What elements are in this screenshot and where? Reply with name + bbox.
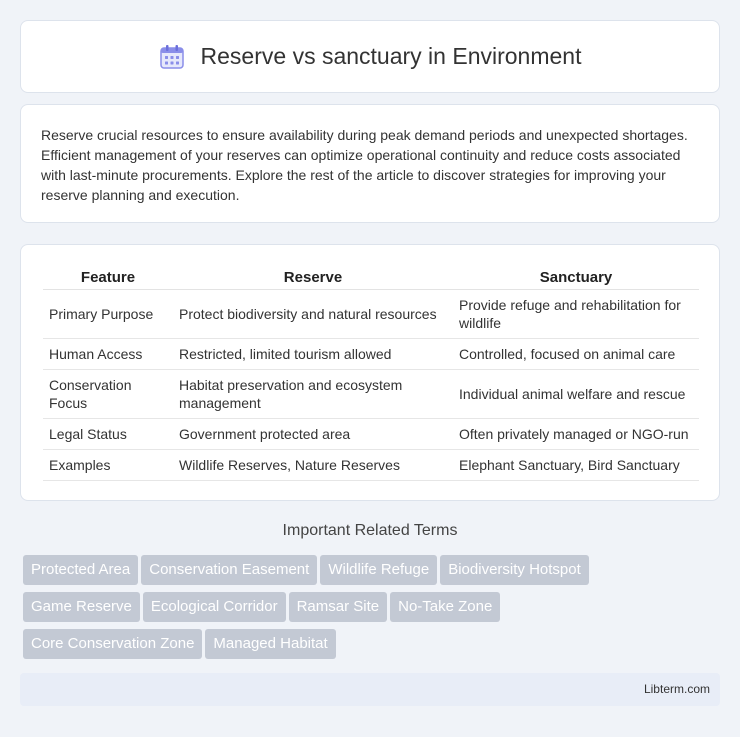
table-cell: Controlled, focused on animal care	[453, 339, 699, 370]
intro-text: Reserve crucial resources to ensure availability during peak demand periods and unexpected shortages. Efficient management of your reserves can optimize operational continuity and reduce costs associated with last-minute procurements. Explore the rest of the article to discover strategies for improving your reserve planning and execution.	[41, 127, 688, 203]
table-row	[43, 370, 699, 419]
table-cell: Government protected area	[173, 419, 453, 450]
term-tag[interactable]: Ramsar Site	[289, 592, 388, 622]
term-tag[interactable]: Conservation Easement	[141, 555, 317, 585]
table-cell: Provide refuge and rehabilitation for wildlife	[453, 290, 699, 339]
header-reserve: Reserve	[173, 265, 453, 290]
header-feature: Feature	[43, 265, 173, 290]
table-cell: Habitat preservation and ecosystem management	[173, 370, 453, 419]
page-title: Reserve vs sanctuary in Environment	[200, 43, 582, 69]
table-cell: Legal Status	[43, 419, 173, 450]
term-tag[interactable]: No-Take Zone	[390, 592, 500, 622]
table-cell: Protect biodiversity and natural resources	[173, 290, 453, 339]
table-row	[43, 339, 699, 370]
footer-link[interactable]: Libterm.com	[643, 682, 710, 696]
header-sanctuary: Sanctuary	[453, 265, 699, 290]
term-tag[interactable]: Game Reserve	[23, 592, 140, 622]
calendar-icon	[159, 44, 185, 70]
table-cell: Individual animal welfare and rescue	[453, 370, 699, 419]
term-tag[interactable]: Core Conservation Zone	[23, 629, 202, 659]
table-header-row	[43, 265, 699, 290]
term-tag[interactable]: Managed Habitat	[205, 629, 335, 659]
table-row	[43, 450, 699, 481]
related-terms-list	[23, 555, 723, 666]
table-cell: Restricted, limited tourism allowed	[173, 339, 453, 370]
table-cell: Examples	[43, 450, 173, 481]
table-cell: Wildlife Reserves, Nature Reserves	[173, 450, 453, 481]
table-cell: Human Access	[43, 339, 173, 370]
table-cell: Conservation Focus	[43, 370, 173, 419]
table-cell: Often privately managed or NGO-run	[453, 419, 699, 450]
table-cell: Primary Purpose	[43, 290, 173, 339]
comparison-table	[43, 265, 699, 481]
table-row	[43, 419, 699, 450]
comparison-card	[20, 244, 720, 501]
table-cell: Elephant Sanctuary, Bird Sanctuary	[453, 450, 699, 481]
footer	[20, 673, 720, 706]
table-row	[43, 290, 699, 339]
term-tag[interactable]: Wildlife Refuge	[320, 555, 437, 585]
header-card	[20, 20, 720, 93]
related-terms-title: Important Related Terms	[282, 522, 458, 539]
term-tag[interactable]: Biodiversity Hotspot	[440, 555, 589, 585]
term-tag[interactable]: Protected Area	[23, 555, 138, 585]
intro-card	[20, 104, 720, 223]
term-tag[interactable]: Ecological Corridor	[143, 592, 286, 622]
